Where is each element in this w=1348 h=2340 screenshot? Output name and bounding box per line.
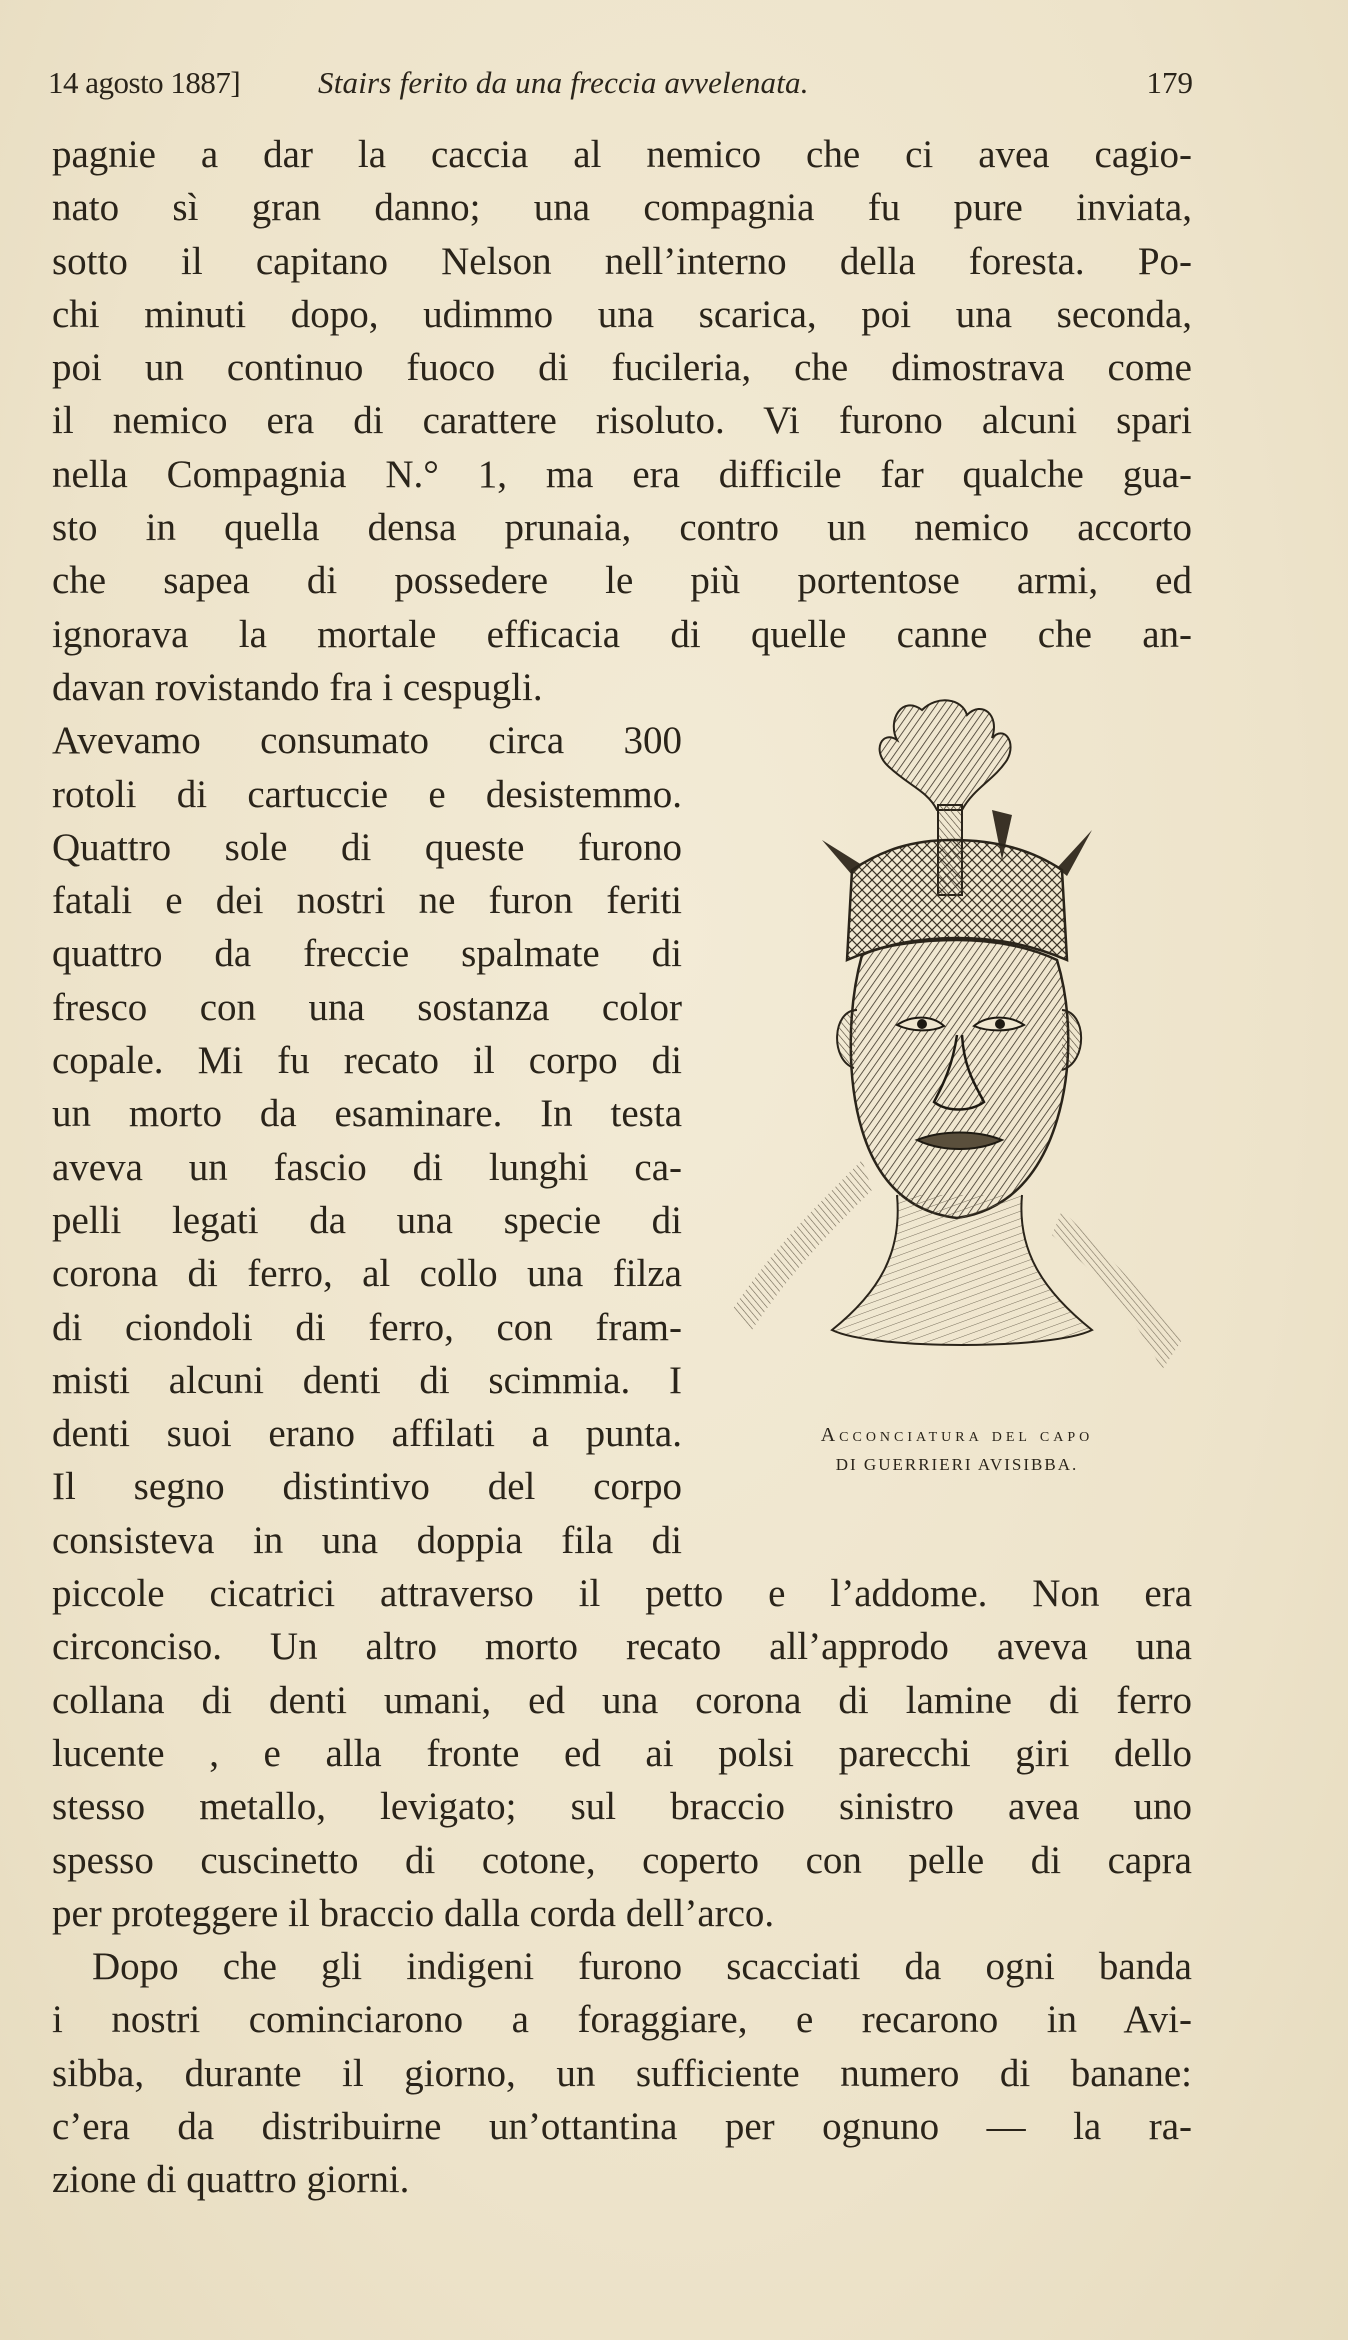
page-number: 179 xyxy=(1146,65,1193,100)
text-line: Il segno distintivo del corpo xyxy=(52,1465,682,1509)
figure-caption xyxy=(712,1420,1202,1480)
text-line: sto in quella densa prunaia, contro un nemico accorto xyxy=(52,506,1192,550)
text-line: che sapea di possedere le più portentose armi, ed xyxy=(52,559,1192,603)
text-line: collana di denti umani, ed una corona di lamine di ferro xyxy=(52,1678,1192,1722)
text-line: chi minuti dopo, udimmo una scarica, poi una seconda, xyxy=(52,292,1192,336)
text-line: un morto da esaminare. In testa xyxy=(52,1092,682,1136)
text-line: circonciso. Un altro morto recato all’approdo aveva una xyxy=(52,1625,1192,1669)
warrior-headdress-illustration xyxy=(712,690,1202,1380)
text-line: misti alcuni denti di scimmia. I xyxy=(52,1358,682,1402)
text-line: i nostri cominciarono a foraggiare, e recarono in Avi- xyxy=(52,1998,1192,2042)
text-line: spesso cuscinetto di cotone, coperto con pelle di capra xyxy=(52,1838,1192,1882)
text-line: davan rovistando fra i cespugli. xyxy=(52,665,543,709)
text-line: Avevamo consumato circa 300 xyxy=(52,719,682,763)
text-line: ignorava la mortale efficacia di quelle canne che an- xyxy=(52,612,1192,656)
text-line: il nemico era di carattere risoluto. Vi furono alcuni spari xyxy=(52,399,1192,443)
text-line: c’era da distribuirne un’ottantina per ognuno — la ra- xyxy=(52,2104,1192,2148)
text-line: corona di ferro, al collo una filza xyxy=(52,1252,682,1296)
text-line: Quattro sole di queste furono xyxy=(52,825,682,869)
text-line: fatali e dei nostri ne furon feriti xyxy=(52,879,682,923)
text-line: aveva un fascio di lunghi ca- xyxy=(52,1145,682,1189)
text-line: per proteggere il braccio dalla corda dell’arco. xyxy=(52,1891,775,1935)
text-line: consisteva in una doppia fila di xyxy=(52,1518,682,1562)
text-line: sotto il capitano Nelson nell’interno della foresta. Po- xyxy=(52,239,1192,283)
text-line: di ciondoli di ferro, con fram- xyxy=(52,1305,682,1349)
running-head xyxy=(48,58,1193,108)
text-line: pelli legati da una specie di xyxy=(52,1198,682,1242)
text-line: poi un continuo fuoco di fucileria, che dimostrava come xyxy=(52,346,1192,390)
text-line: nella Compagnia N.° 1, ma era difficile far qualche gua- xyxy=(52,452,1192,496)
text-line: piccole cicatrici attraverso il petto e l’addome. Non era xyxy=(52,1572,1192,1616)
running-head-title: Stairs ferito da una freccia avvelenata. xyxy=(318,65,809,100)
text-line: rotoli di cartuccie e desistemmo. xyxy=(52,772,682,816)
text-line: stesso metallo, levigato; sul braccio sinistro avea uno xyxy=(52,1785,1192,1829)
caption-line-2: DI GUERRIERI AVISIBBA. xyxy=(835,1455,1079,1474)
text-line: zione di quattro giorni. xyxy=(52,2158,410,2202)
running-head-date: 14 agosto 1887] xyxy=(48,65,241,100)
text-line: nato sì gran danno; una compagnia fu pure inviata, xyxy=(52,186,1192,230)
text-line: sibba, durante il giorno, un sufficiente numero di banane: xyxy=(52,2051,1192,2095)
text-line: copale. Mi fu recato il corpo di xyxy=(52,1039,682,1083)
caption-line-1: Acconciatura del capo xyxy=(820,1424,1094,1446)
text-line: lucente , e alla fronte ed ai polsi parecchi giri dello xyxy=(52,1731,1192,1775)
text-line: Dopo che gli indigeni furono scacciati da ogni banda xyxy=(92,1945,1192,1989)
warrior-headdress-engraving-icon xyxy=(712,690,1202,1380)
text-line: pagnie a dar la caccia al nemico che ci avea cagio- xyxy=(52,133,1192,176)
text-line: quattro da freccie spalmate di xyxy=(52,932,682,976)
text-line: fresco con una sostanza color xyxy=(52,985,682,1029)
text-line: denti suoi erano affilati a punta. xyxy=(52,1412,682,1456)
